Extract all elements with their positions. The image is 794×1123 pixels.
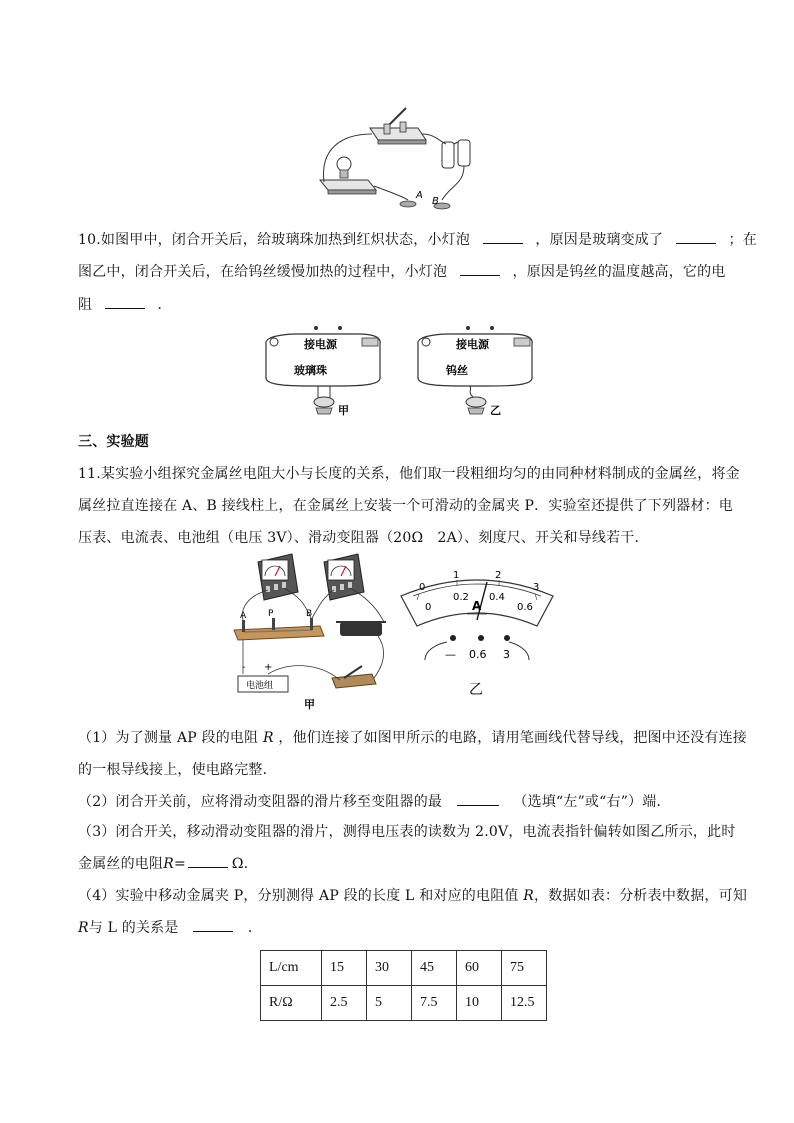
fig-tag-jia-11: 甲	[304, 698, 315, 711]
q10-line-3: 阻 ．	[78, 294, 172, 315]
terminal-minus: —	[445, 648, 456, 661]
table-cell: 75	[502, 951, 547, 986]
table-cell: 30	[367, 951, 412, 986]
table-cell: 10	[457, 986, 502, 1021]
battery-minus: -	[242, 662, 246, 673]
table-cell: L/cm	[261, 951, 322, 986]
table-cell: 60	[457, 951, 502, 986]
q11-part-1-line-2: 的一根导线接上，使电路完整．	[78, 762, 277, 778]
scale-bottom-1: 0.2	[453, 592, 469, 603]
q11-blank-3[interactable]	[188, 853, 228, 868]
scale-top-2: 2	[495, 570, 502, 581]
q11-intro-3: 压表、电流表、电池组（电压 3V）、滑动变阻器（20Ω 2A）、刻度尺、开关和导线若干．	[78, 530, 649, 546]
scale-bottom-2: 0.4	[489, 592, 505, 603]
table-row	[261, 951, 547, 986]
table-cell: 45	[412, 951, 457, 986]
terminal-a-label: A	[416, 190, 423, 201]
table-cell: 7.5	[412, 986, 457, 1021]
q10-line-2: 图乙中，闭合开关后，在给钨丝缓慢加热的过程中，小灯泡 ，原因是钨丝的温度越高，它的电	[78, 261, 726, 282]
q11-part-2: （2）闭合开关前，应将滑动变阻器的滑片移至变阻器的最 （选填“左”或“右”）端．	[78, 791, 671, 812]
terminal-b-label: B	[432, 196, 439, 207]
terminal-06: 0.6	[469, 648, 487, 661]
q11-blank-4[interactable]	[193, 917, 233, 932]
scale-top-0: 0	[419, 582, 426, 593]
table-cell: 12.5	[502, 986, 547, 1021]
ammeter-dial-figure-yi	[395, 570, 560, 705]
circuit-figure-jia	[258, 320, 393, 420]
table-row	[261, 986, 547, 1021]
q11-blank-2[interactable]	[457, 791, 499, 806]
table-cell: 2.5	[322, 986, 367, 1021]
terminal-b: B	[306, 609, 313, 619]
fig-tag-yi-11: 乙	[469, 682, 483, 698]
ammeter-unit: A	[472, 599, 482, 613]
battery-plus: +	[264, 662, 273, 673]
q10-line-1: 10.如图甲中，闭合开关后，给玻璃珠加热到红炽状态，小灯泡 ，原因是玻璃变成了 ；在	[78, 229, 757, 250]
q11-part-1-line-1: （1）为了测量 AP 段的电阻 R ，他们连接了如图甲所示的电路，请用笔画线代替导线，把图中还没有连接	[78, 730, 748, 746]
terminal-a: A	[240, 611, 247, 621]
circuit-figure-top	[310, 100, 500, 215]
q10-blank-1[interactable]	[483, 229, 523, 244]
battery-label: 电池组	[246, 681, 274, 691]
fig-tag-jia: 甲	[338, 404, 349, 417]
q11-part-4-line-2: R与 L 的关系是 ．	[78, 917, 262, 938]
q11-intro-1: 11.某实验小组探究金属丝电阻大小与长度的关系，他们取一段粗细均匀的由同种材料制成的金属丝，将金	[78, 466, 740, 482]
circuit-figure-yi	[410, 320, 545, 420]
scale-top-1: 1	[453, 570, 460, 581]
q10-blank-4[interactable]	[105, 294, 145, 309]
q11-intro-2: 属丝拉直连接在 A、B 接线柱上，在金属丝上安装一个可滑动的金属夹 P．实验室还提供了下列器材：电	[78, 498, 733, 514]
scale-bottom-3: 0.6	[517, 602, 533, 613]
terminal-3: 3	[503, 648, 510, 661]
q11-part-4-line-1: （4）实验中移动金属夹 P，分别测得 AP 段的长度 L 和对应的电阻值 R，数据如表：分析表中数据，可知	[78, 888, 748, 904]
power-label-jia: 接电源	[304, 338, 337, 351]
table-cell: R/Ω	[261, 986, 322, 1021]
fig-tag-yi: 乙	[490, 404, 501, 417]
scale-bottom-0: 0	[425, 602, 432, 613]
q11-part-3-line-1: （3）闭合开关，移动滑动变阻器的滑片，测得电压表的读数为 2.0V，电流表指针偏转如图乙所示，此时	[78, 824, 736, 840]
table-cell: 15	[322, 951, 367, 986]
glass-bead-label: 玻璃珠	[294, 364, 327, 377]
scale-top-3: 3	[533, 582, 540, 593]
table-cell: 5	[367, 986, 412, 1021]
q11-part-3-line-2: 金属丝的电阻R= Ω．	[78, 853, 258, 874]
tungsten-label: 钨丝	[446, 364, 468, 377]
q10-blank-2[interactable]	[676, 229, 716, 244]
data-table	[260, 950, 547, 1021]
q10-blank-3[interactable]	[460, 261, 500, 276]
clip-p: P	[268, 609, 274, 619]
section-3-heading: 三、实验题	[78, 434, 149, 450]
power-label-yi: 接电源	[456, 338, 489, 351]
experiment-figure-jia	[228, 552, 393, 712]
